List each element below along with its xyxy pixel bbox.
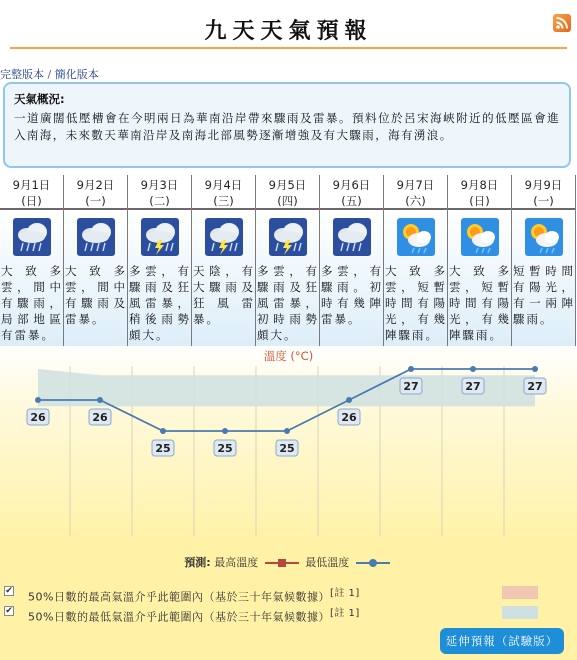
full-version-link[interactable]: 完整版本 [0,68,44,81]
min-temp-label: 26 [341,411,357,424]
chart-legend [0,554,577,570]
forecast-weekday: (二) [149,194,170,208]
forecast-date: 9月4日 [204,178,243,192]
forecast-weekday: (三) [213,194,234,208]
forecast-day-body [0,210,63,346]
forecast-day-header [512,175,575,210]
header [0,0,577,48]
forecast-weekday: (一) [85,194,106,208]
forecast-day-column [192,175,256,346]
min-temp-point [35,397,41,403]
forecast-date: 9月2日 [76,178,115,192]
forecast-day-header [448,175,511,210]
forecast-day-column [448,175,512,346]
forecast-date: 9月6日 [332,178,371,192]
forecast-description: 多雲，有驟雨。初時有幾陣雷暴。 [321,264,383,326]
forecast-day-column [128,175,192,346]
forecast-weekday: (一) [533,194,554,208]
temperature-chart [0,346,577,660]
min-temp-point [532,366,538,372]
forecast-day-body [128,210,191,346]
version-separator: / [47,68,52,81]
page-title: 九天天氣預報 [204,18,373,44]
version-links [0,66,99,82]
forecast-day-header [320,175,383,210]
forecast-weekday: (日) [21,194,42,208]
forecast-day-body [384,210,447,346]
min-temp-label: 25 [217,442,233,455]
min-temp-label: 27 [403,380,419,393]
forecast-day-body [256,210,319,346]
max-range-note-link[interactable]: [註 1] [329,588,360,599]
forecast-description: 天陰，有大驟雨及狂風雷暴。 [193,264,255,326]
forecast-day-column [384,175,448,346]
title-divider [10,47,567,49]
general-situation-box [3,82,571,168]
max-range-swatch [502,586,538,599]
forecast-day-column [512,175,576,346]
legend-max-swatch [265,558,299,568]
min-temp-label: 25 [155,442,171,455]
forecast-description: 多雲，有驟雨及狂風雷暴，稍後雨勢頗大。 [129,264,191,342]
general-situation-text: 一道廣闊低壓槽會在今明兩日為華南沿岸帶來驟雨及雷暴。預料位於呂宋海峽附近的低壓區會進入南海，未來數天華南沿岸及南海北部風勢逐漸增強及有大驟雨，海有湧浪。 [14,111,560,142]
heavy-rain-cloud-icon [13,218,51,256]
legend-label: 預測: [184,556,211,569]
min-temp-point [408,366,414,372]
forecast-date: 9月8日 [460,178,499,192]
forecast-day-body [448,210,511,346]
min-temp-label: 26 [30,411,46,424]
forecast-description: 短暫時間有陽光，有一兩陣驟雨。 [513,264,575,326]
min-temp-label: 27 [527,380,543,393]
legend-max-label: 最高溫度 [214,556,259,569]
forecast-day-body [320,210,383,346]
legend-min-label: 最低溫度 [305,556,350,569]
general-situation-heading: 天氣概況: [14,92,65,106]
forecast-weekday: (六) [405,194,426,208]
thunderstorm-icon [141,218,179,256]
forecast-day-header [192,175,255,210]
min-range-note-link[interactable]: [註 1] [329,608,360,619]
min-range-text: 50%日數的最低氣溫介乎此範圍內（基於三十年氣候數據）[註 1] [28,608,360,624]
forecast-date: 9月5日 [268,178,307,192]
min-temp-point [222,428,228,434]
sun-shower-icon [397,218,435,256]
chart-title: 溫度 (°C) [263,349,314,363]
forecast-day-body [192,210,255,346]
min-temp-point [346,397,352,403]
min-temp-point [160,428,166,434]
forecast-day-header [0,175,63,210]
forecast-description: 大致多雲，短暫時間有陽光，有幾陣驟雨。 [449,264,511,342]
min-temp-point [470,366,476,372]
forecast-day-header [64,175,127,210]
min-temp-point [97,397,103,403]
max-range-checkbox[interactable]: ✔ [5,586,13,596]
forecast-weekday: (四) [277,194,298,208]
max-range-text: 50%日數的最高氣溫介乎此範圍內（基於三十年氣候數據）[註 1] [28,588,360,604]
forecast-day-body [512,210,575,346]
heavy-rain-cloud-icon [77,218,115,256]
forecast-date: 9月7日 [396,178,435,192]
max-range-toggle-row[interactable] [4,584,564,602]
min-temp-label: 25 [279,442,295,455]
forecast-days [0,175,577,346]
forecast-description: 大致多雲，間中有驟雨，局部地區有雷暴。 [1,264,63,342]
temperature-chart-svg [0,346,577,546]
thunderstorm-icon [269,218,307,256]
forecast-date: 9月1日 [12,178,51,192]
sun-shower-icon [461,218,499,256]
min-temp-point [284,428,290,434]
simple-version-link[interactable]: 簡化版本 [54,68,99,81]
min-range-checkbox[interactable]: ✔ [5,606,13,616]
forecast-day-column [320,175,384,346]
rss-feed-icon[interactable] [553,14,571,32]
extended-forecast-button[interactable]: 延伸預報（試驗版） [440,628,564,654]
forecast-day-body [64,210,127,346]
forecast-date: 9月9日 [524,178,563,192]
forecast-description: 大致多雲，短暫時間有陽光，有幾陣驟雨。 [385,264,447,342]
min-temp-range-band [38,369,535,406]
forecast-day-header [128,175,191,210]
legend-min-swatch [356,558,390,568]
thunderstorm-icon [205,218,243,256]
forecast-description: 多雲，有驟雨及狂風雷暴，初時雨勢頗大。 [257,264,319,342]
forecast-description: 大致多雲，間中有驟雨及雷暴。 [65,264,127,326]
forecast-day-column [256,175,320,346]
min-range-toggle-row[interactable] [4,604,564,622]
forecast-weekday: (日) [469,194,490,208]
min-temp-label: 27 [465,380,481,393]
sun-shower-icon [525,218,563,256]
forecast-day-header [256,175,319,210]
min-temp-label: 26 [92,411,108,424]
heavy-rain-cloud-icon [333,218,371,256]
forecast-day-column [0,175,64,346]
forecast-weekday: (五) [341,194,362,208]
forecast-day-column [64,175,128,346]
forecast-day-header [384,175,447,210]
forecast-date: 9月3日 [140,178,179,192]
min-range-swatch [502,606,538,619]
